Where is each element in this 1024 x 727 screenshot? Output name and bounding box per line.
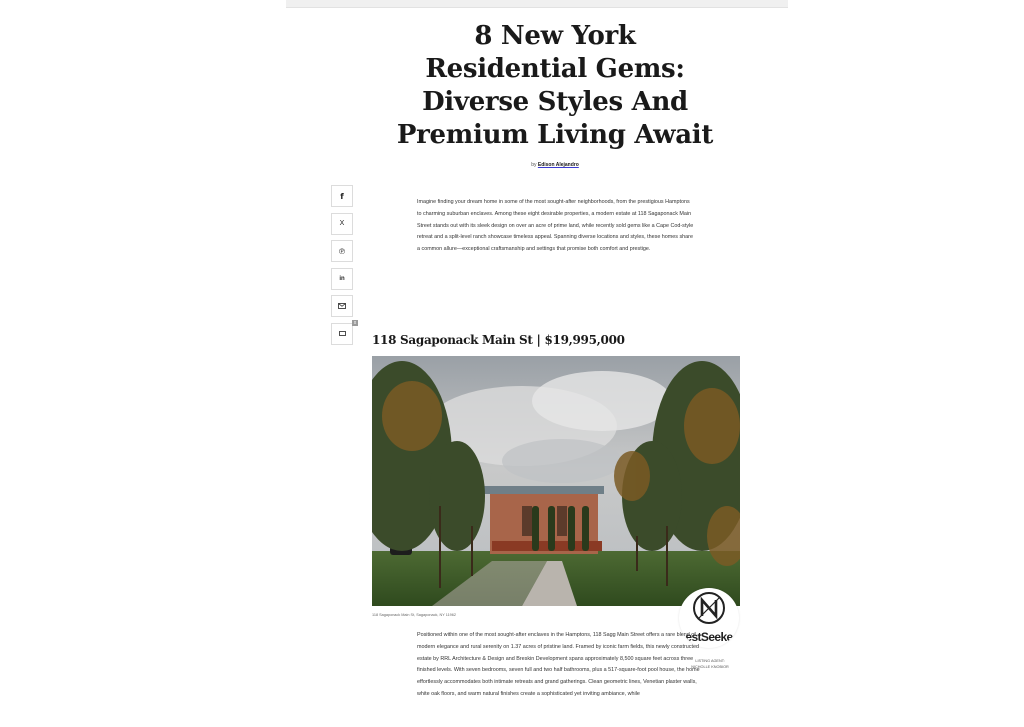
byline: [420, 162, 690, 168]
x-icon: X: [339, 220, 345, 227]
close-share-icon[interactable]: x: [353, 319, 357, 326]
listing-agent-label: LISTING AGENT:: [695, 659, 725, 663]
share-email-button[interactable]: [331, 295, 353, 317]
linkedin-icon: in: [339, 275, 345, 282]
photo-caption: 118 Sagaponack Main St, Sagaponack, NY 11962: [372, 613, 457, 617]
pinterest-icon: ℗: [339, 246, 345, 256]
article-title: 8 New York Residential Gems: Diverse Styles And Premium Living Await: [396, 21, 714, 150]
share-facebook-button[interactable]: [331, 185, 353, 207]
article-intro: Imagine finding your dream home in some of the most sought-after neighborhoods, from the prestigious Hamptons to charming suburban enclaves. Among these eight desirable properties, a modern estate at 118 Sagaponack Main Street stands out with its sleek design on over an acre of prime land, while recently sold gems like a Cape Cod-style retreat and a split-level ranch showcase timeless appeal. Spanning diverse locations and styles, these homes share a common allure—exceptional craftsmanship and settings that promise both comfort and prestige.: [417, 199, 694, 253]
email-icon: [338, 303, 346, 309]
listing-agent-name: NICHOLLE KNOBIOR: [691, 665, 729, 669]
share-bar: [331, 185, 357, 350]
listing-photo[interactable]: [372, 356, 740, 606]
share-x-button[interactable]: [331, 213, 353, 235]
share-linkedin-button[interactable]: [331, 268, 353, 290]
listing-description: Positioned within one of the most sought-after enclaves in the Hamptons, 118 Sagg Main Street offers a rare blend of modern elegance and rural serenity on 1.37 acres of pristine land. Framed by iconic farm fields, this newly constructed estate by RRL Architecture & Design and Breskin Development spans approximately 8,500 square feet across three finished levels. With seven bedrooms, seven full and two half bathrooms, plus a 517-square-foot pool house, the home effortlessly accommodates both intimate retreats and grand gatherings. Clean geometric lines, Venetian plaster walls, white oak floors, and warm natural finishes create a sophisticated yet inviting ambiance, while: [417, 632, 700, 697]
facebook-icon: f: [340, 191, 344, 201]
byline-prefix: by: [531, 162, 537, 168]
comment-icon: [339, 331, 346, 337]
author-link[interactable]: Edison Alejandro: [537, 162, 579, 168]
brokerage-logo-icon: [692, 591, 726, 625]
share-comment-button[interactable]: [331, 319, 357, 345]
top-bar: [286, 0, 788, 8]
listing-heading: 118 Sagaponack Main St | $19,995,000: [372, 333, 625, 347]
brokerage-logo-text: estSeeke: [685, 630, 733, 644]
share-pinterest-button[interactable]: [331, 240, 353, 262]
